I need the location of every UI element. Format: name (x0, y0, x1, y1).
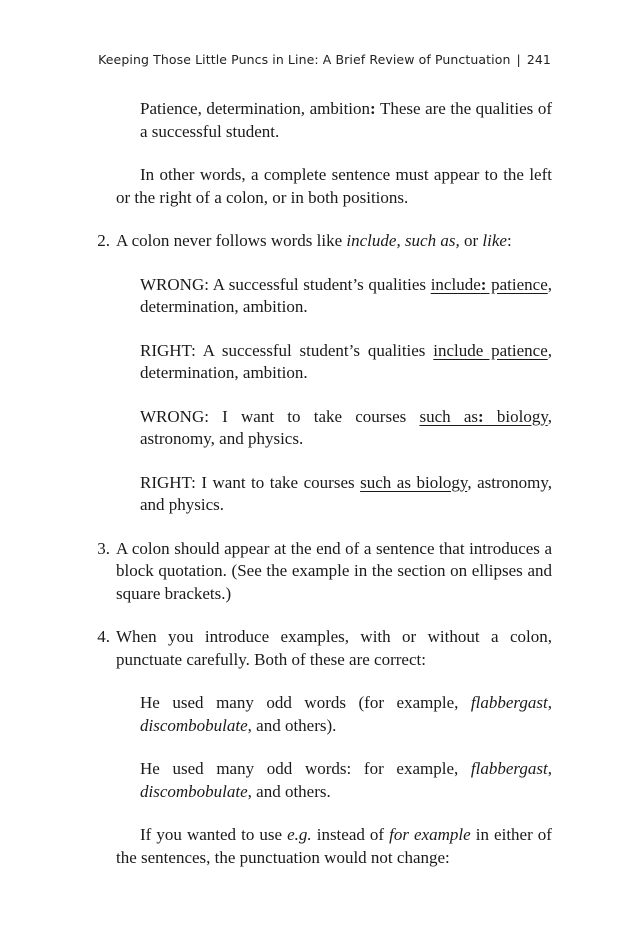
example-right-such-as: RIGHT: I want to take courses such as biology, astronomy, and physics. (140, 472, 553, 514)
header-title: Keeping Those Little Puncs in Line: A Brief Review of Punctuation (98, 52, 511, 67)
example-qualities: Patience, determination, ambition: These are the qualities of a successful student. (140, 99, 552, 141)
header-separator: | (516, 52, 521, 67)
list-item-3 (97, 538, 552, 606)
list-item-4 (97, 626, 552, 671)
list-number: 3. (97, 538, 110, 558)
list-number: 2. (97, 231, 110, 250)
example-wrong-include: WRONG: A successful student’s qualities include: patience, determination, ambition. (140, 274, 552, 316)
list-number: 4. (97, 627, 110, 646)
example-wrong-such-as: WRONG: I want to take courses such as: biology, astronomy, and physics. (140, 406, 552, 448)
paragraph-eg-usage: If you wanted to use e.g. instead of for example in either of the sentences, the punctuation would not change: (116, 825, 552, 867)
list-item-2 (97, 230, 552, 253)
example-right-include: RIGHT: A successful student’s qualities include patience, determination, ambition. (140, 340, 552, 382)
list-item-text: When you introduce examples, with or without a colon, punctuate carefully. Both of these are correct: (116, 627, 552, 669)
page-number: 241 (526, 52, 551, 67)
list-item-text: A colon never follows words like include, such as, or like: (116, 231, 512, 250)
paragraph-complete-sentence: In other words, a complete sentence must appear to the left or the right of a colon, or in both positions. (116, 165, 552, 207)
running-header (0, 52, 551, 67)
example-odd-words-colon: He used many odd words: for example, flabbergast, discombobulate, and others. (140, 759, 552, 801)
list-item-text: A colon should appear at the end of a sentence that introduces a block quotation. (See the example in the section on ellipses and square brackets.) (116, 538, 552, 603)
example-odd-words-parentheses: He used many odd words (for example, flabbergast, discombobulate, and others). (140, 693, 552, 735)
page-body (97, 98, 553, 890)
